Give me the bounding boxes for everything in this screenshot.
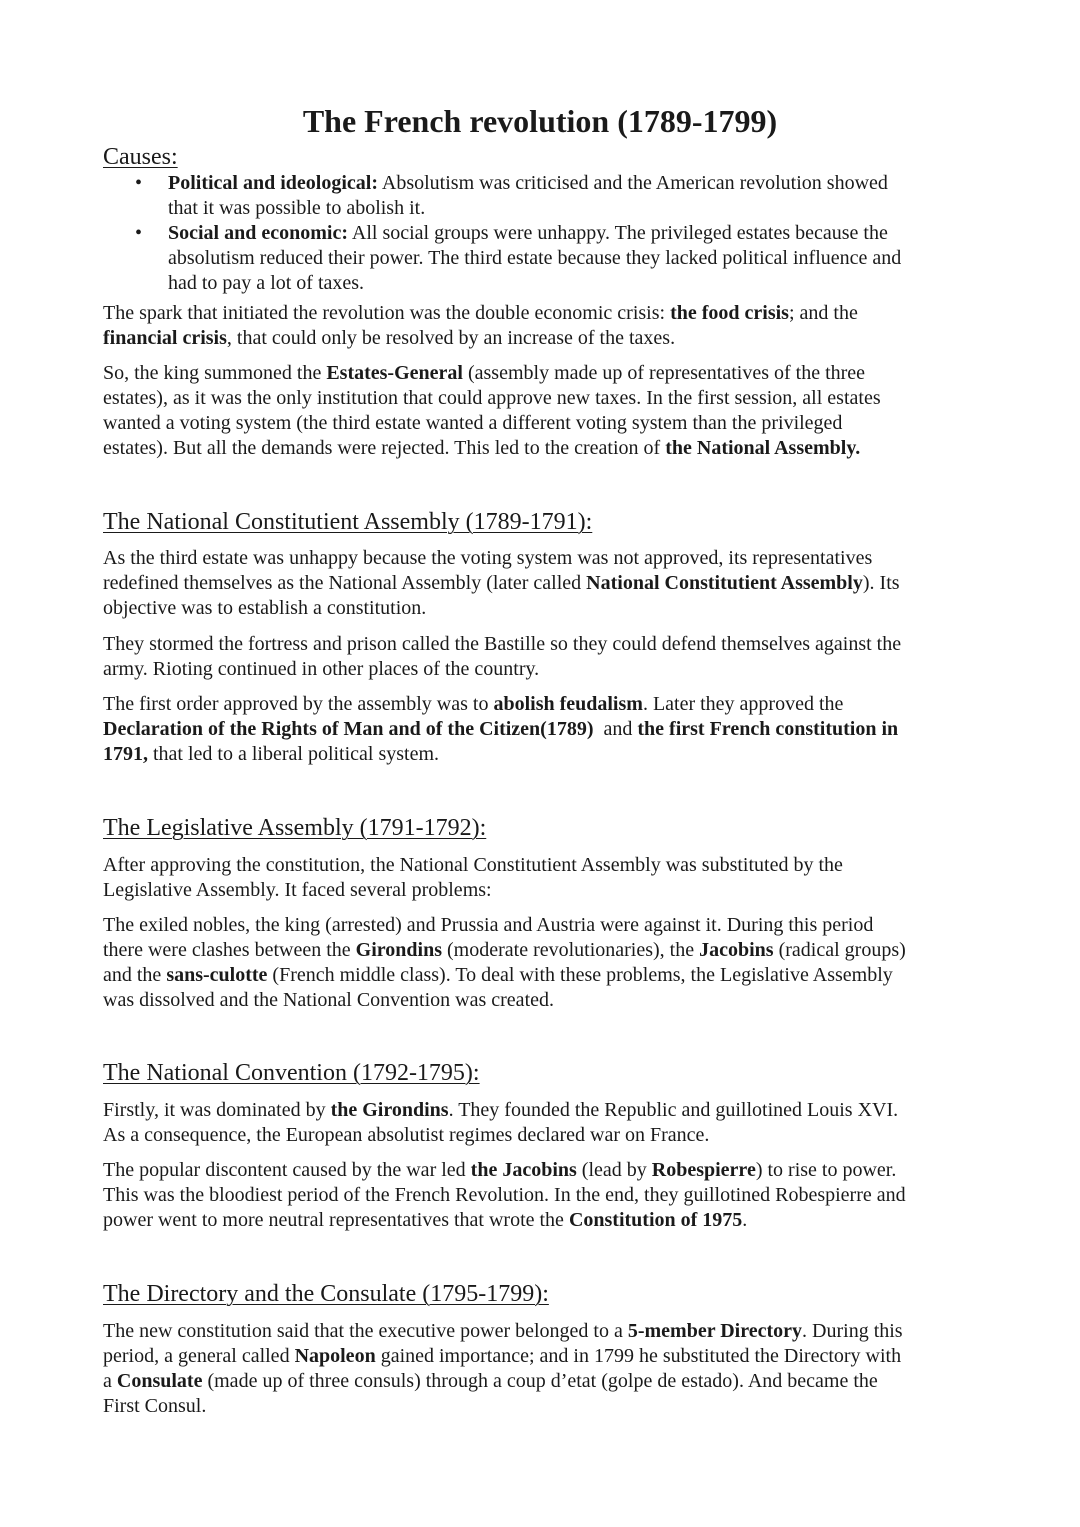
- bullet-text: absolutism reduced their power. The third estate because they lacked political influence and: [168, 247, 902, 269]
- emphasis: Constitution of 1975: [568, 1209, 743, 1231]
- emphasis: the National Assembly.: [665, 437, 861, 459]
- emphasis: Girondins: [355, 939, 442, 961]
- legislative-paragraph-1: [103, 853, 1003, 903]
- text: The popular discontent caused by the war led: [103, 1159, 471, 1181]
- estates-paragraph: [103, 361, 1003, 461]
- directory-heading: The Directory and the Consulate (1795-1799):: [103, 1281, 549, 1307]
- causes-list: [103, 171, 1003, 296]
- text: (assembly made up of representatives of the three: [462, 362, 866, 384]
- text: As a consequence, the European absolutist regimes declared war on France.: [103, 1124, 710, 1146]
- text: army. Rioting continued in other places of the country.: [103, 658, 540, 680]
- emphasis: Consulate: [116, 1370, 203, 1392]
- emphasis: Estates-General: [326, 362, 463, 384]
- bullet-text: had to pay a lot of taxes.: [168, 272, 365, 294]
- page-title: The French revolution (1789-1799): [302, 103, 778, 139]
- emphasis: National Constitutient Assembly: [586, 572, 863, 594]
- bullet-text: Absolutism was criticised and the American revolution showed: [378, 172, 888, 194]
- text: , that could only be resolved by an increase of the taxes.: [226, 327, 676, 349]
- constituent-paragraph-1: [103, 546, 1003, 621]
- text: redefined themselves as the National Assembly (later called: [103, 572, 587, 594]
- text: After approving the constitution, the National Constitutient Assembly was substituted by the: [103, 854, 843, 876]
- text: (radical groups): [773, 939, 906, 961]
- text: . They founded the Republic and guillotined Louis XVI.: [448, 1099, 899, 1121]
- text: So, the king summoned the: [103, 362, 327, 384]
- text: (lead by: [576, 1159, 652, 1181]
- spark-paragraph: [103, 301, 1003, 351]
- convention-paragraph-2: [103, 1158, 1003, 1233]
- text: wanted a voting system (the third estate wanted a different voting system than the privileged: [103, 412, 843, 434]
- text: that led to a liberal political system.: [148, 743, 440, 765]
- emphasis: Napoleon: [294, 1345, 376, 1367]
- emphasis: the food crisis: [670, 302, 789, 324]
- text: ). Its: [862, 572, 900, 594]
- text: estates), as it was the only institution that could approve new taxes. In the first session, all estates: [103, 387, 881, 409]
- emphasis: the first French constitution in: [637, 718, 899, 740]
- bullet-icon: •: [135, 222, 143, 244]
- constituent-paragraph-2: [103, 632, 1003, 682]
- bullet-text: that it was possible to abolish it.: [168, 197, 426, 219]
- text: and the: [103, 964, 167, 986]
- text: As the third estate was unhappy because the voting system was not approved, its representatives: [103, 547, 873, 569]
- text: estates). But all the demands were rejected. This led to the creation of: [103, 437, 666, 459]
- text: First Consul.: [103, 1395, 207, 1417]
- text: gained importance; and in 1799 he substituted the Directory with: [375, 1345, 902, 1367]
- emphasis: abolish feudalism: [493, 693, 643, 715]
- emphasis: 5-member Directory: [627, 1320, 803, 1342]
- emphasis: the Girondins: [330, 1099, 449, 1121]
- legislative-paragraph-2: [103, 913, 1003, 1013]
- emphasis: Robespierre: [651, 1159, 756, 1181]
- text: The new constitution said that the executive power belonged to a: [103, 1320, 628, 1342]
- bullet-label: Political and ideological:: [168, 172, 378, 194]
- emphasis: Jacobins: [699, 939, 774, 961]
- text: . During this: [802, 1320, 903, 1342]
- bullet-text: All social groups were unhappy. The privileged estates because the: [348, 222, 888, 244]
- emphasis: the Jacobins: [470, 1159, 577, 1181]
- legislative-heading: The Legislative Assembly (1791-1792):: [103, 815, 487, 841]
- text: . Later they approved the: [642, 693, 844, 715]
- text: power went to more neutral representatives that wrote the: [103, 1209, 569, 1231]
- text: was dissolved and the National Convention was created.: [103, 989, 554, 1011]
- text: (French middle class). To deal with these problems, the Legislative Assembly: [267, 964, 893, 986]
- text: period, a general called: [103, 1345, 295, 1367]
- emphasis: 1791,: [103, 743, 148, 765]
- bullet-label: Social and economic:: [168, 222, 348, 244]
- text: (made up of three consuls) through a coup d’etat (golpe de estado). And became the: [202, 1370, 878, 1392]
- text: The exiled nobles, the king (arrested) and Prussia and Austria were against it. During this period: [103, 914, 874, 936]
- text: and: [593, 718, 638, 740]
- directory-paragraph-1: [103, 1319, 1003, 1419]
- text: Legislative Assembly. It faced several problems:: [103, 879, 492, 901]
- emphasis: financial crisis: [103, 327, 227, 349]
- convention-paragraph-1: [103, 1098, 1003, 1148]
- text: (moderate revolutionaries), the: [442, 939, 700, 961]
- text: ; and the: [788, 302, 858, 324]
- text: a: [103, 1370, 117, 1392]
- text: This was the bloodiest period of the French Revolution. In the end, they guillotined Robespierre and: [103, 1184, 906, 1206]
- list-item: [103, 171, 1003, 221]
- text: there were clashes between the: [103, 939, 356, 961]
- emphasis: Declaration of the Rights of Man and of the Citizen(1789): [103, 718, 594, 740]
- bullet-icon: •: [135, 172, 143, 194]
- text: The first order approved by the assembly was to: [103, 693, 494, 715]
- list-item: [103, 221, 1003, 296]
- emphasis: sans-culotte: [166, 964, 268, 986]
- text: ) to rise to power.: [755, 1159, 897, 1181]
- convention-heading: The National Convention (1792-1795):: [103, 1060, 480, 1086]
- text: objective was to establish a constitution.: [103, 597, 427, 619]
- constituent-heading: The National Constitutient Assembly (1789-1791):: [103, 509, 593, 535]
- text: Firstly, it was dominated by: [103, 1099, 331, 1121]
- text: .: [742, 1209, 748, 1231]
- text: They stormed the fortress and prison called the Bastille so they could defend themselves against the: [103, 633, 902, 655]
- causes-heading: Causes:: [103, 144, 178, 170]
- text: The spark that initiated the revolution was the double economic crisis:: [103, 302, 671, 324]
- constituent-paragraph-3: [103, 692, 1003, 767]
